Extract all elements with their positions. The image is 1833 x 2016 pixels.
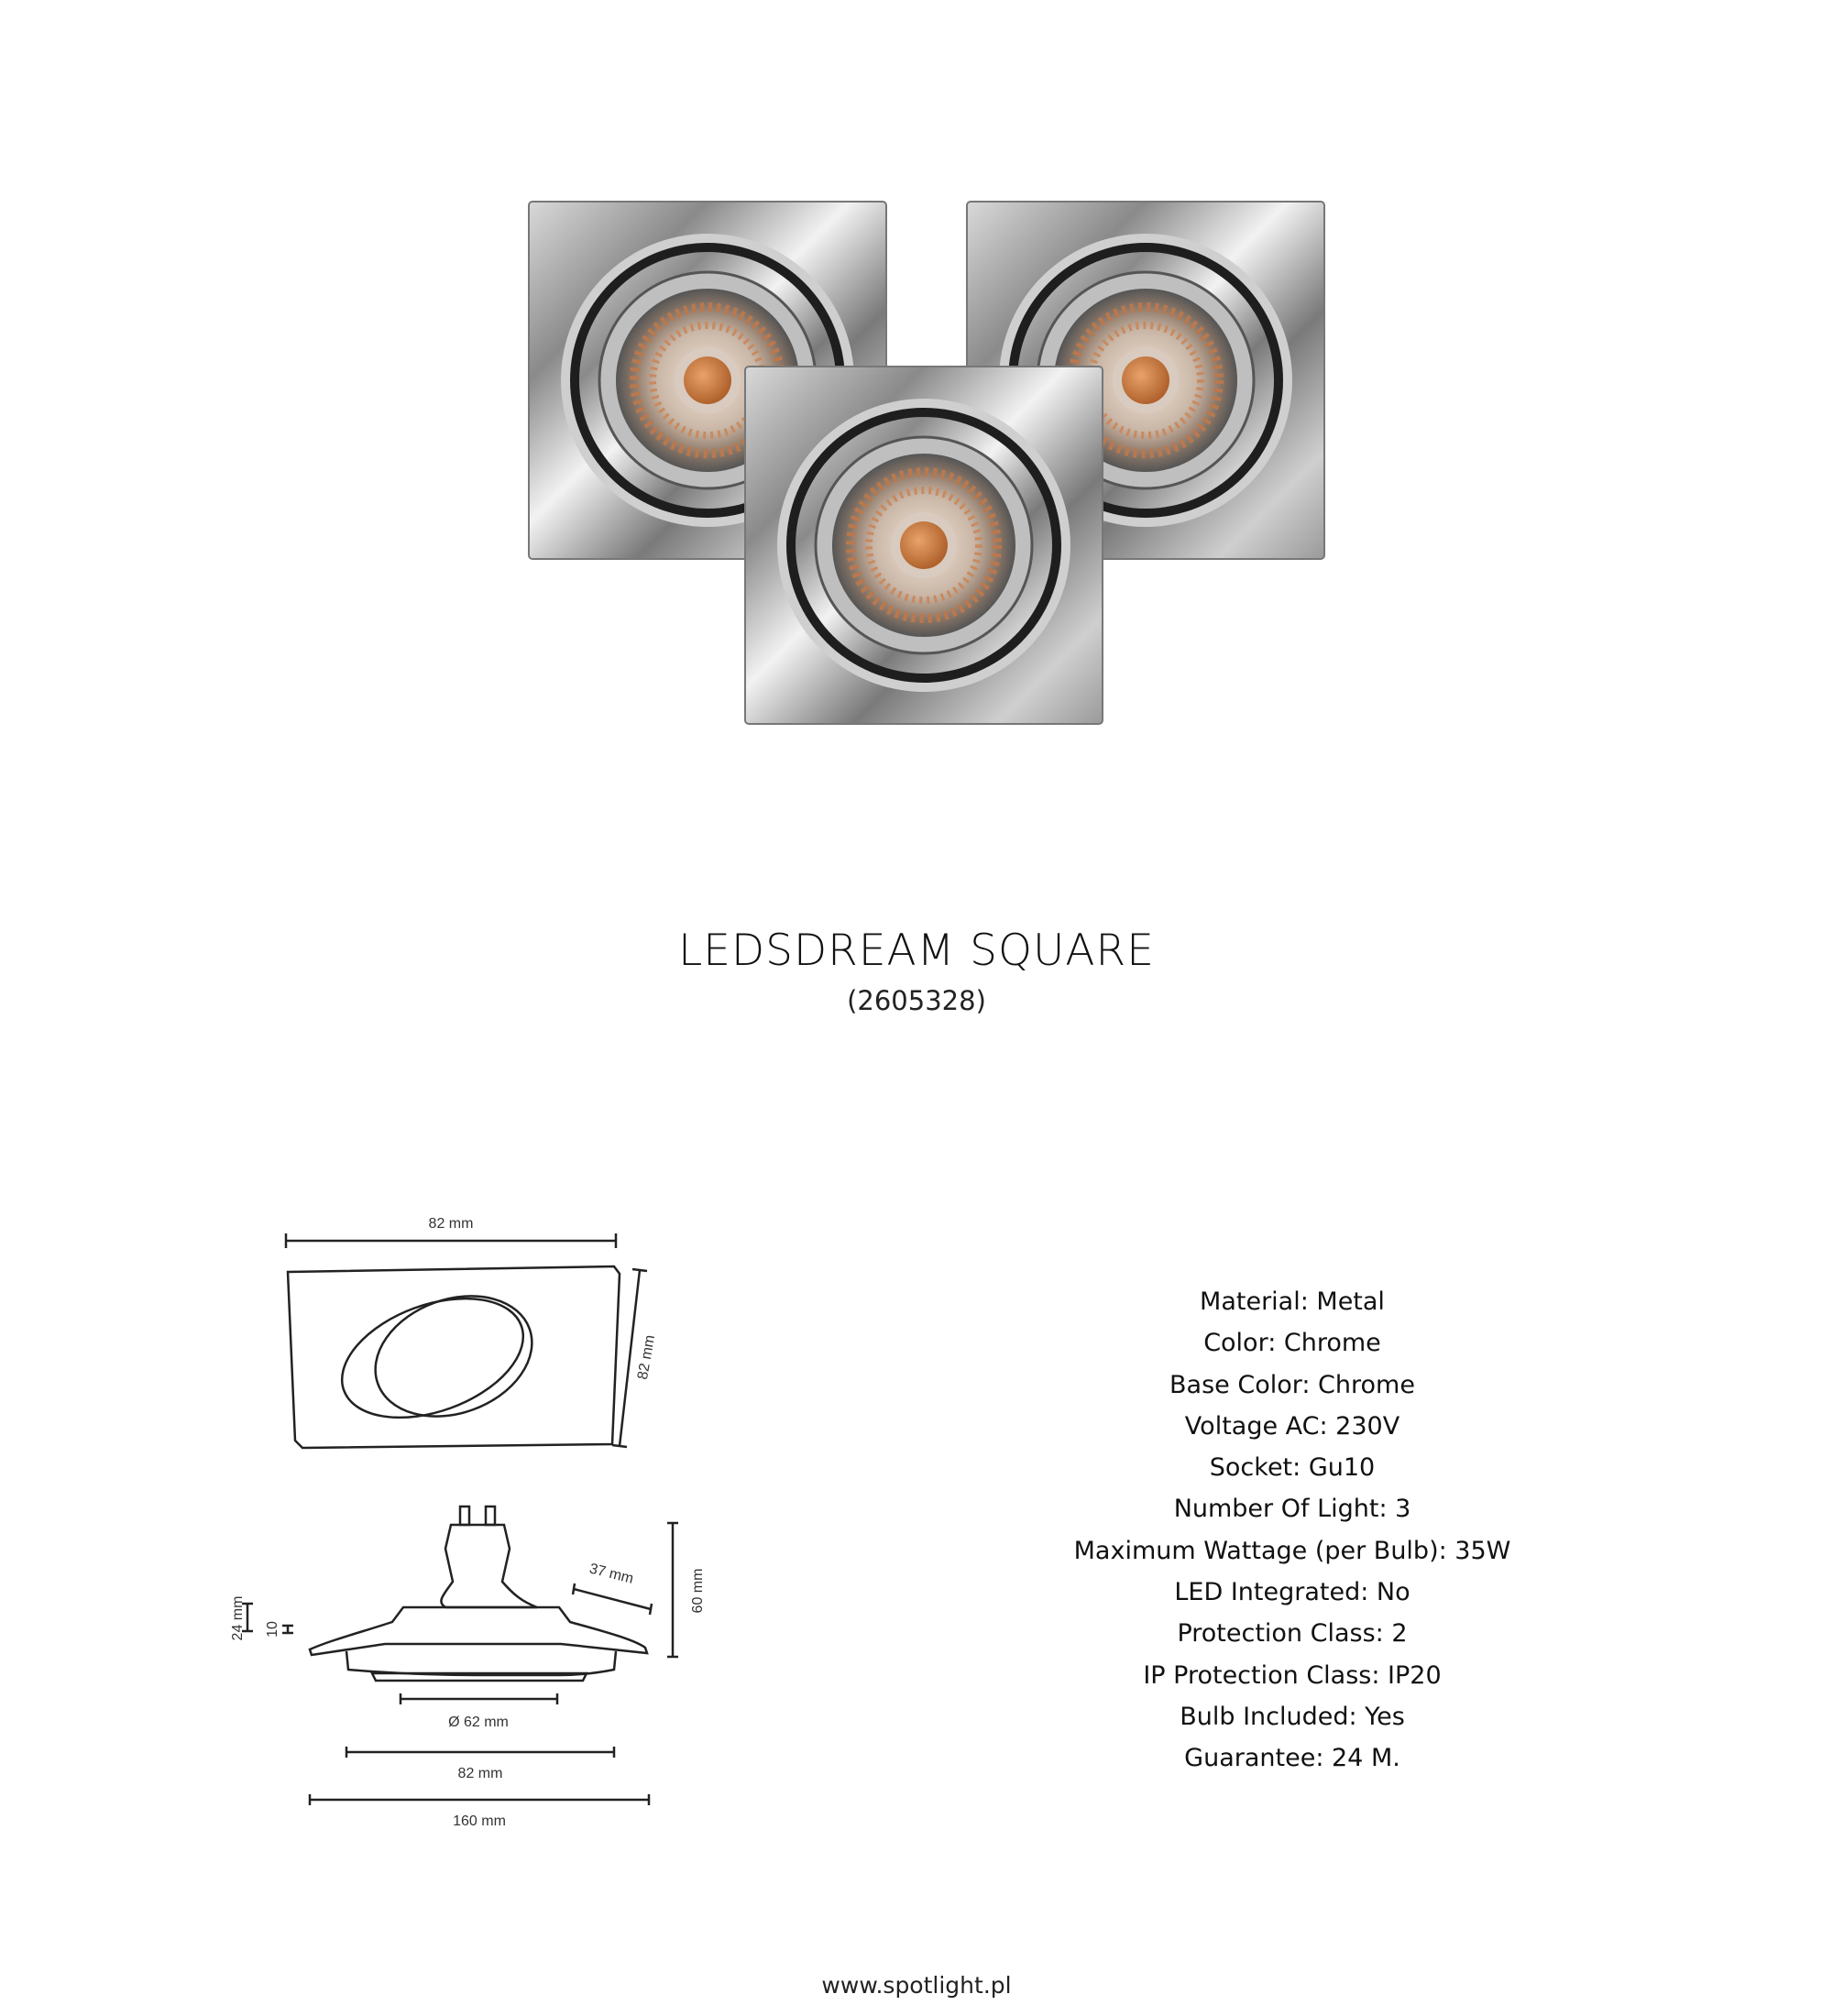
product-title: LEDSDREAM SQUARE [678, 926, 1155, 976]
span-width-label: 160 mm [453, 1813, 506, 1829]
product-code: (2605328) [847, 985, 986, 1016]
spec-ip-class: IP Protection Class: IP20 [1143, 1660, 1442, 1690]
base-width-label: 82 mm [457, 1766, 503, 1781]
spec-guarantee: Guarantee: 24 M. [1184, 1744, 1400, 1773]
top-width-label: 82 mm [428, 1216, 474, 1232]
spec-list [990, 1281, 1595, 1780]
cutout-label: Ø 62 mm [448, 1715, 509, 1730]
total-depth-label: 24 mm [230, 1595, 246, 1641]
spec-protection-class: Protection Class: 2 [1177, 1619, 1408, 1649]
spec-led-integrated: LED Integrated: No [1174, 1578, 1410, 1607]
spotlight-front [745, 367, 1103, 724]
spec-color: Color: Chrome [1203, 1329, 1381, 1358]
rim-depth-label: 10 [265, 1621, 280, 1638]
spec-number-of-light: Number Of Light: 3 [1173, 1495, 1411, 1524]
spec-base-color: Base Color: Chrome [1169, 1370, 1415, 1399]
spec-bulb-included: Bulb Included: Yes [1180, 1702, 1405, 1731]
spec-voltage: Voltage AC: 230V [1184, 1411, 1400, 1441]
product-photo [513, 183, 1338, 733]
angle-label: 37 mm [587, 1561, 635, 1587]
website-link[interactable]: www.spotlight.pl [821, 1972, 1012, 1999]
side-view-drawing [211, 1494, 724, 1833]
height-label: 60 mm [690, 1568, 706, 1614]
top-view-drawing [266, 1200, 687, 1466]
spec-material: Material: Metal [1200, 1287, 1385, 1316]
spec-max-wattage: Maximum Wattage (per Bulb): 35W [1073, 1536, 1511, 1565]
spec-socket: Socket: Gu10 [1209, 1453, 1376, 1483]
top-height-label: 82 mm [634, 1333, 659, 1381]
